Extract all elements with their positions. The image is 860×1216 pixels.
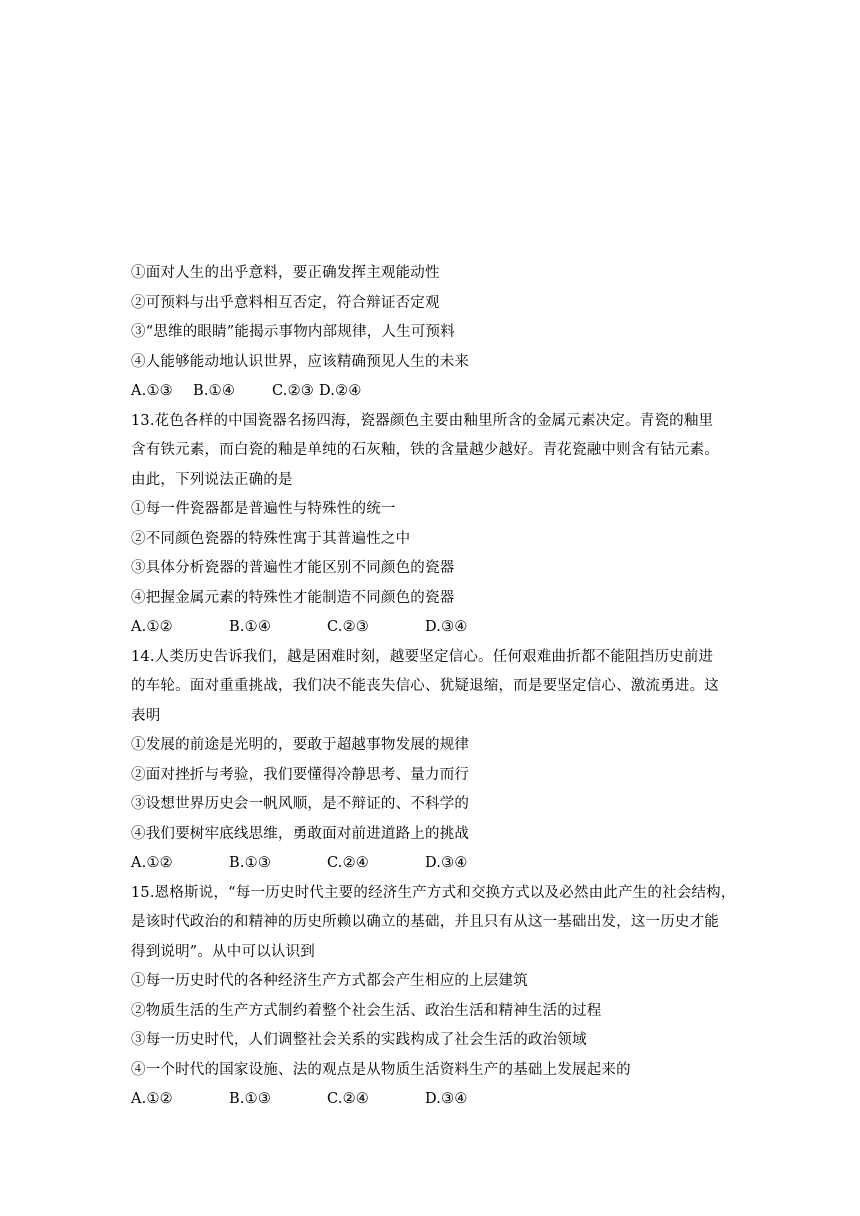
q15-stem-line-2: 是该时代政治的和精神的历史所赖以确立的基础，并且只有从这一基础出发，这一历史才能 xyxy=(131,914,719,930)
q12-option-a: A.①③ xyxy=(131,383,173,399)
question-15 xyxy=(131,879,761,1115)
q14-option-a: A.①② xyxy=(131,855,173,871)
q15-statement-4: ④一个时代的国家设施、法的观点是从物质生活资料生产的基础上发展起来的 xyxy=(131,1061,631,1078)
q13-stem-line-3: 由此，下列说法正确的是 xyxy=(131,471,293,488)
q13-statement-3: ③具体分析瓷器的普遍性才能区别不同颜色的瓷器 xyxy=(131,560,455,576)
q15-option-a: A.①② xyxy=(131,1091,173,1107)
q15-statement-1: ①每一历史时代的各种经济生产方式都会产生相应的上层建筑 xyxy=(131,973,528,989)
q12-statement-4: ④人能够能动地认识世界，应该精确预见人生的未来 xyxy=(131,353,470,370)
q13-option-a: A.①② xyxy=(131,619,173,635)
q14-option-b: B.①③ xyxy=(229,855,272,871)
q13-option-b: B.①④ xyxy=(229,619,272,635)
q14-options xyxy=(131,849,761,879)
q14-stem-line-3: 表明 xyxy=(131,707,161,724)
q14-option-c: C.②④ xyxy=(327,855,369,871)
q15-stem-line-1: 15.恩格斯说，“每一历史时代主要的经济生产方式和交换方式以及必然由此产生的社会结构， xyxy=(131,884,736,901)
q13-option-d: D.③④ xyxy=(425,619,468,635)
question-12 xyxy=(131,259,761,407)
q13-statement-4: ④把握金属元素的特殊性才能制造不同颜色的瓷器 xyxy=(131,589,455,606)
q13-statement-1: ①每一件瓷器都是普遍性与特殊性的统一 xyxy=(131,501,396,517)
q12-options: A.①③ B.①④ C.②③ D.②④ xyxy=(131,377,761,407)
q12-option-b: B.①④ xyxy=(193,383,236,399)
question-content xyxy=(131,259,761,1115)
q12-statement-2: ②可预料与出乎意料相互否定，符合辩证否定观 xyxy=(131,294,440,311)
q15-statement-2: ②物质生活的生产方式制约着整个社会生活、政治生活和精神生活的过程 xyxy=(131,1002,602,1019)
q14-stem-line-2: 的车轮。面对重重挑战，我们决不能丧失信心、犹疑退缩，而是要坚定信心、激流勇进。这 xyxy=(131,678,719,694)
q13-stem-line-2: 含有铁元素，而白瓷的釉是单纯的石灰釉，铁的含量越少越好。青花瓷融中则含有钴元素。 xyxy=(131,442,719,458)
q14-statement-1: ①发展的前途是光明的，要敢于超越事物发展的规律 xyxy=(131,737,470,753)
q13-stem-line-1: 13.花色各样的中国瓷器名扬四海，瓷器颜色主要由釉里所含的金属元素决定。青瓷的釉里 xyxy=(131,412,714,429)
question-13 xyxy=(131,407,761,643)
q15-option-d: D.③④ xyxy=(425,1091,468,1107)
q15-statement-3: ③每一历史时代，人们调整社会关系的实践构成了社会生活的政治领域 xyxy=(131,1032,587,1048)
q13-statement-2: ②不同颜色瓷器的特殊性寓于其普遍性之中 xyxy=(131,530,411,547)
q14-statement-4: ④我们要树牢底线思维，勇敢面对前进道路上的挑战 xyxy=(131,825,470,842)
q12-statement-3: ③“思维的眼睛”能揭示事物内部规律，人生可预料 xyxy=(131,324,455,340)
q14-statement-3: ③设想世界历史会一帆风顺，是不辩证的、不科学的 xyxy=(131,796,470,812)
q15-option-b: B.①③ xyxy=(229,1091,272,1107)
q12-option-d: D.②④ xyxy=(319,383,362,399)
q15-stem-line-3: 得到说明”。从中可以认识到 xyxy=(131,943,316,960)
q15-option-c: C.②④ xyxy=(327,1091,369,1107)
q13-options xyxy=(131,613,761,643)
q14-statement-2: ②面对挫折与考验，我们要懂得冷静思考、量力而行 xyxy=(131,766,470,783)
q14-stem-line-1: 14.人类历史告诉我们，越是困难时刻，越要坚定信心。任何艰难曲折都不能阻挡历史前进 xyxy=(131,648,714,665)
q15-options xyxy=(131,1085,761,1115)
q13-option-c: C.②③ xyxy=(327,619,369,635)
q14-option-d: D.③④ xyxy=(425,855,468,871)
question-14 xyxy=(131,643,761,879)
q12-statement-1: ①面对人生的出乎意料，要正确发挥主观能动性 xyxy=(131,265,440,281)
